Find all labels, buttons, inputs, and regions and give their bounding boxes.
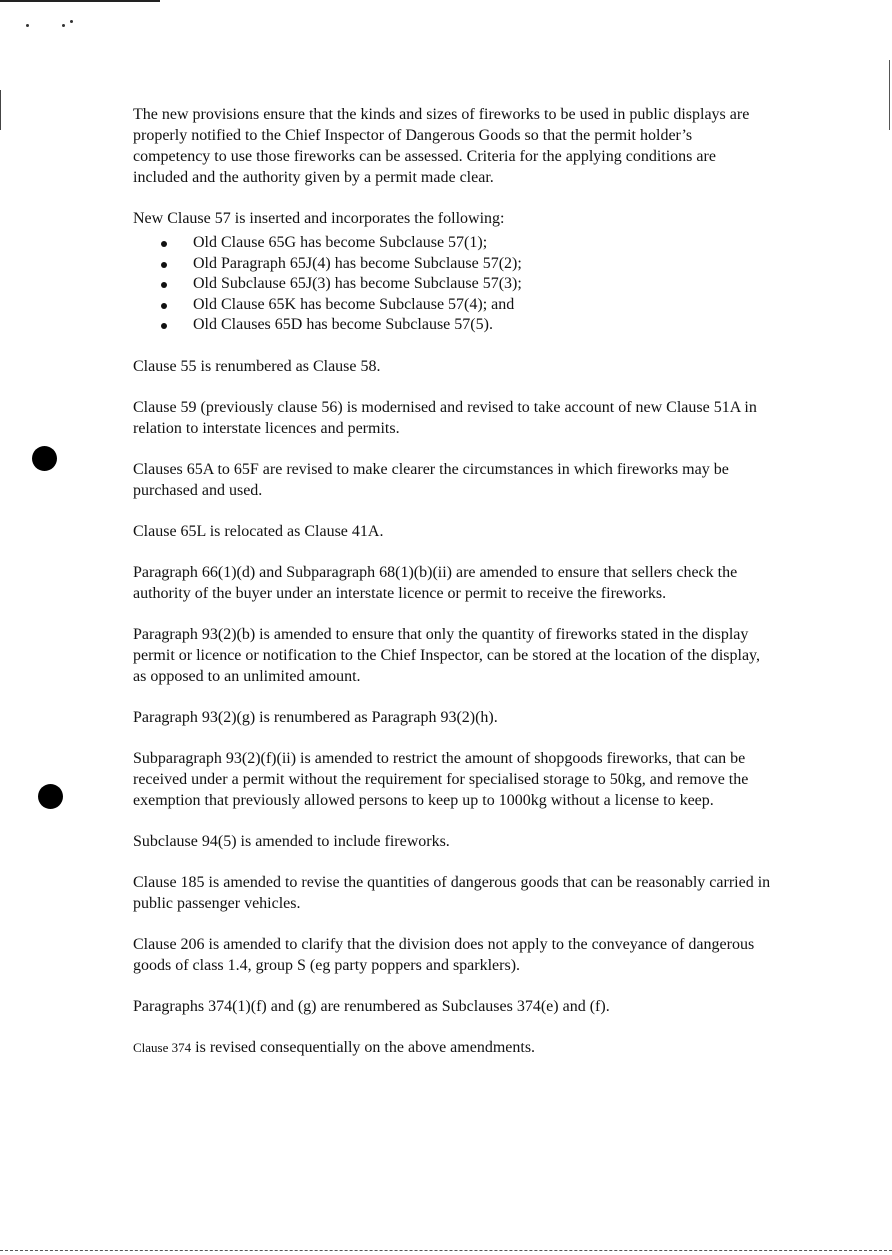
bullet-icon (161, 303, 167, 309)
paragraph: Clauses 65A to 65F are revised to make clearer the circumstances in which fireworks may be purchased and used. (133, 460, 729, 499)
list-item: Old Clause 65K has become Subclause 57(4); and (133, 295, 773, 316)
paragraph: New Clause 57 is inserted and incorporates the following: (133, 210, 505, 227)
scan-edge-right (889, 60, 890, 130)
scan-edge-bottom (0, 1250, 892, 1252)
margin-hole-mark (32, 446, 57, 471)
margin-hole-mark (38, 784, 63, 809)
bullet-icon (161, 241, 167, 247)
paragraph: Clause 59 (previously clause 56) is modernised and revised to take account of new Clause 51A in relation to interstate licences and permits. (133, 398, 757, 437)
paragraph: Paragraph 93(2)(g) is renumbered as Paragraph 93(2)(h). (133, 708, 498, 726)
paragraph: Paragraph 93(2)(b) is amended to ensure that only the quantity of fireworks stated in the display permit or licence or notification to the Chief Inspector, can be stored at the location of the display, as opposed to an unlimited amount. (133, 625, 760, 685)
paragraph: Subclause 94(5) is amended to include fireworks. (133, 832, 450, 850)
paragraph: Clause 206 is amended to clarify that the division does not apply to the conveyance of dangerous goods of class 1.4, group S (eg party poppers and sparklers). (133, 935, 755, 974)
scan-edge-left (0, 90, 1, 130)
paragraph: Subparagraph 93(2)(f)(ii) is amended to restrict the amount of shopgoods fireworks, that can be received under a permit without the requirement for specialised storage to 50kg, and remove the exemption that previously allowed persons to keep up to 1000kg without a license to keep. (133, 749, 749, 809)
list-item: Old Clause 65G has become Subclause 57(1); (133, 233, 773, 254)
document-body (133, 104, 773, 1078)
scan-edge-top (0, 0, 160, 2)
paragraph: The new provisions ensure that the kinds and sizes of fireworks to be used in public displays are properly notified to the Chief Inspector of Dangerous Goods so that the permit holder’s competency to use those fireworks can be assessed. Criteria for the applying conditions are included and the authority given by a permit made clear. (133, 106, 750, 186)
list-item: Old Subclause 65J(3) has become Subclause 57(3); (133, 274, 773, 295)
bullet-icon (161, 323, 167, 329)
paragraph: Clause 374 is revised consequentially on the above amendments. (133, 1038, 536, 1056)
list-item: Old Paragraph 65J(4) has become Subclause 57(2); (133, 254, 773, 275)
scan-speck (26, 24, 29, 27)
scan-speck (62, 24, 65, 27)
bullet-icon (161, 262, 167, 268)
paragraph: Clause 55 is renumbered as Clause 58. (133, 357, 381, 375)
clause-374-label: Clause 374 (133, 1039, 192, 1055)
paragraph: Clause 185 is amended to revise the quantities of dangerous goods that can be reasonably carried in public passenger vehicles. (133, 873, 771, 912)
scan-speck (70, 20, 73, 23)
paragraph: Clause 65L is relocated as Clause 41A. (133, 522, 384, 540)
bullet-icon (161, 282, 167, 288)
paragraph: Paragraph 66(1)(d) and Subparagraph 68(1)(b)(ii) are amended to ensure that sellers check the authority of the buyer under an interstate licence or permit to receive the fireworks. (133, 563, 738, 602)
list-item: Old Clauses 65D has become Subclause 57(5). (133, 315, 773, 336)
clause-57-list (133, 233, 773, 336)
paragraph: Paragraphs 374(1)(f) and (g) are renumbered as Subclauses 374(e) and (f). (133, 997, 610, 1015)
